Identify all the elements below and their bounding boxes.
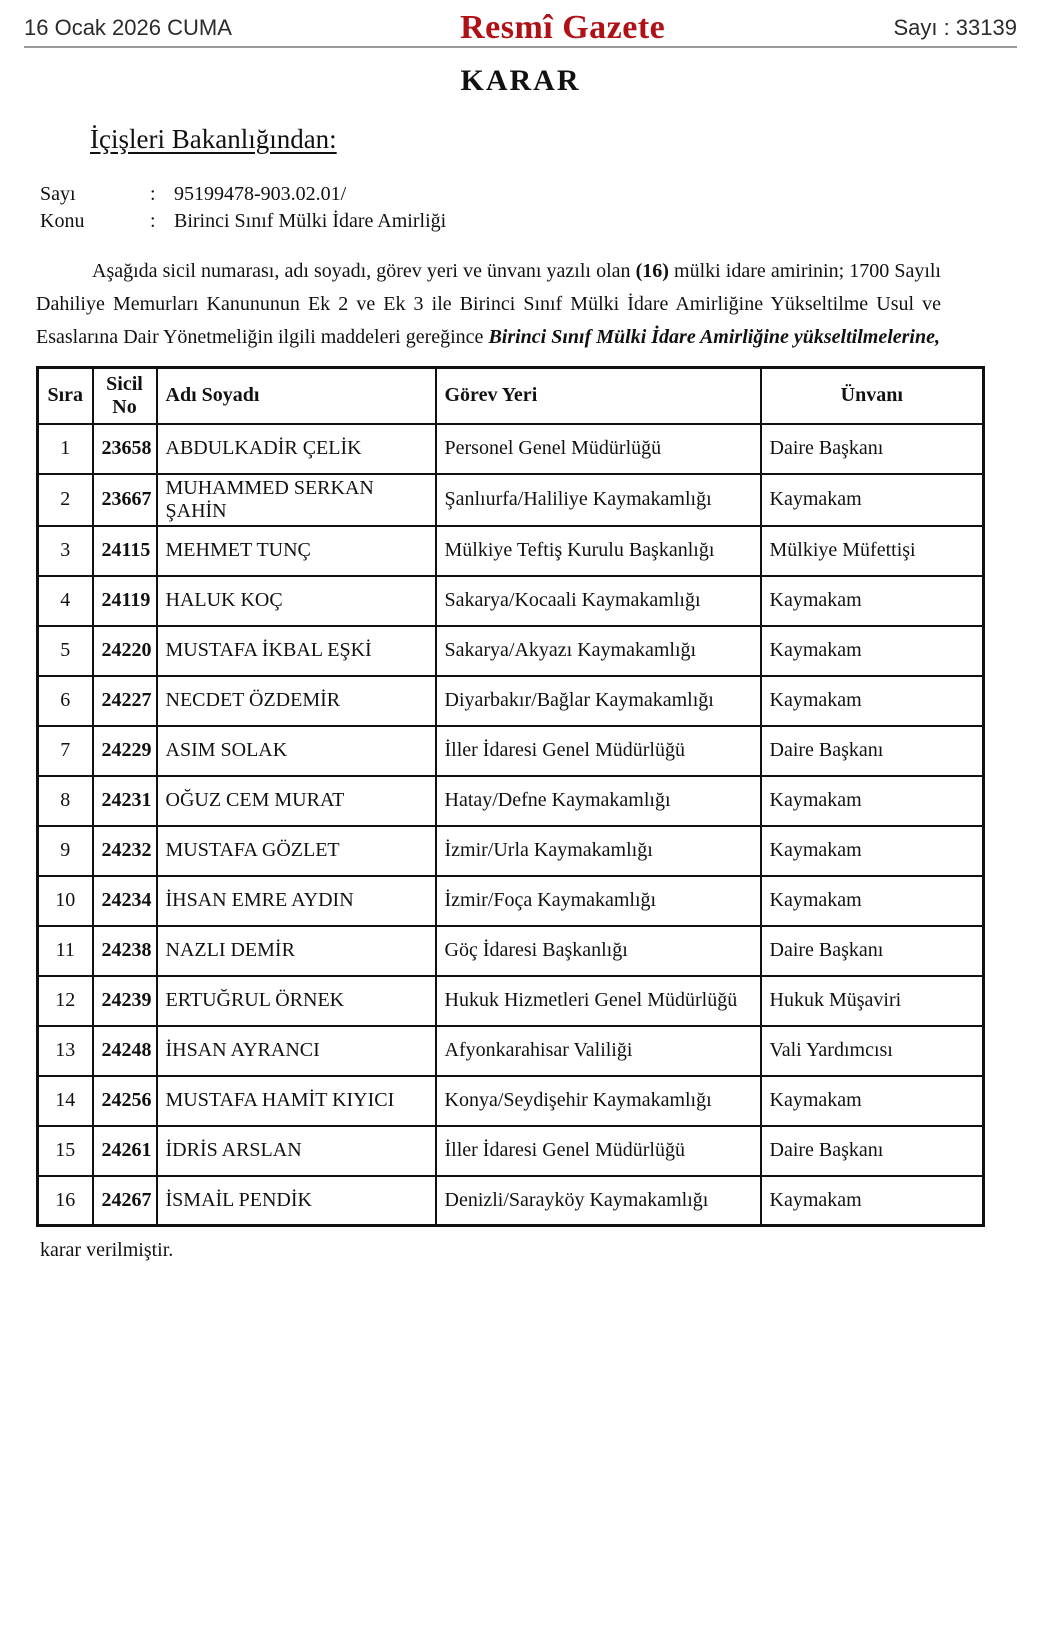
cell-gorev: İzmir/Urla Kaymakamlığı — [436, 826, 761, 876]
paragraph-segment: mülki idare amirinin; 1700 Sayılı Dahiliye Memurları Kanununun Ek 2 ve Ek 3 ile Birinci Sınıf Mülki İdare Amirliğine Yükseltilme Usul ve Esaslarına Dair Yönetmeliğin ilgili maddeleri gereğince — [36, 260, 941, 348]
cell-unvan: Daire Başkanı — [761, 926, 984, 976]
table-row — [38, 676, 984, 726]
paragraph-segment: Birinci Sınıf Mülki İdare Amirliğine yükseltilmelerine, — [488, 326, 940, 348]
cell-gorev: Şanlıurfa/Haliliye Kaymakamlığı — [436, 474, 761, 526]
cell-unvan: Daire Başkanı — [761, 424, 984, 474]
cell-sicil: 24256 — [93, 1076, 157, 1126]
cell-gorev: İller İdaresi Genel Müdürlüğü — [436, 726, 761, 776]
meta-separator: : — [150, 210, 156, 232]
table-row — [38, 1126, 984, 1176]
cell-ad: HALUK KOÇ — [157, 576, 436, 626]
cell-sira: 14 — [38, 1076, 93, 1126]
col-header-ad: Adı Soyadı — [157, 368, 436, 424]
table-row — [38, 1076, 984, 1126]
cell-ad: İSMAİL PENDİK — [157, 1176, 436, 1226]
document-meta — [40, 181, 1041, 235]
cell-gorev: Hukuk Hizmetleri Genel Müdürlüğü — [436, 976, 761, 1026]
meta-row-konu — [40, 208, 1041, 235]
cell-sicil: 24227 — [93, 676, 157, 726]
cell-unvan: Kaymakam — [761, 474, 984, 526]
col-header-unvan: Ünvanı — [761, 368, 984, 424]
closing-text: karar verilmiştir. — [40, 1239, 174, 1261]
cell-ad: MUSTAFA HAMİT KIYICI — [157, 1076, 436, 1126]
table-row — [38, 424, 984, 474]
cell-gorev: Afyonkarahisar Valiliği — [436, 1026, 761, 1076]
cell-sira: 7 — [38, 726, 93, 776]
table-row — [38, 1176, 984, 1226]
decision-paragraph — [36, 255, 941, 354]
cell-gorev: Denizli/Sarayköy Kaymakamlığı — [436, 1176, 761, 1226]
table-row — [38, 726, 984, 776]
gazette-title: Resmî Gazete — [460, 9, 666, 46]
col-header-sira: Sıra — [38, 368, 93, 424]
section-title: KARAR — [460, 64, 581, 97]
cell-gorev: İller İdaresi Genel Müdürlüğü — [436, 1126, 761, 1176]
cell-gorev: Mülkiye Teftiş Kurulu Başkanlığı — [436, 526, 761, 576]
cell-unvan: Mülkiye Müfettişi — [761, 526, 984, 576]
cell-sira: 9 — [38, 826, 93, 876]
cell-ad: NECDET ÖZDEMİR — [157, 676, 436, 726]
cell-ad: İHSAN EMRE AYDIN — [157, 876, 436, 926]
cell-sira: 1 — [38, 424, 93, 474]
meta-value-sayi: 95199478-903.02.01/ — [174, 183, 347, 205]
cell-ad: MEHMET TUNÇ — [157, 526, 436, 576]
table-row — [38, 776, 984, 826]
cell-sira: 11 — [38, 926, 93, 976]
cell-gorev: Sakarya/Akyazı Kaymakamlığı — [436, 626, 761, 676]
cell-unvan: Kaymakam — [761, 676, 984, 726]
masthead-bar — [24, 0, 1017, 48]
cell-sicil: 24261 — [93, 1126, 157, 1176]
cell-unvan: Daire Başkanı — [761, 1126, 984, 1176]
table-row — [38, 626, 984, 676]
cell-ad: ERTUĞRUL ÖRNEK — [157, 976, 436, 1026]
paragraph-segment: (16) — [635, 260, 669, 282]
cell-sicil: 23667 — [93, 474, 157, 526]
cell-sira: 5 — [38, 626, 93, 676]
cell-ad: OĞUZ CEM MURAT — [157, 776, 436, 826]
table-row — [38, 976, 984, 1026]
table-row — [38, 526, 984, 576]
meta-row-sayi — [40, 181, 1041, 208]
cell-sira: 16 — [38, 1176, 93, 1226]
cell-sira: 6 — [38, 676, 93, 726]
table-header-row — [38, 368, 984, 424]
cell-unvan: Hukuk Müşaviri — [761, 976, 984, 1026]
cell-sicil: 24234 — [93, 876, 157, 926]
cell-sicil: 24239 — [93, 976, 157, 1026]
cell-unvan: Kaymakam — [761, 1076, 984, 1126]
cell-gorev: Personel Genel Müdürlüğü — [436, 424, 761, 474]
cell-sira: 2 — [38, 474, 93, 526]
meta-separator: : — [150, 183, 156, 205]
cell-sicil: 24229 — [93, 726, 157, 776]
appointments-table — [36, 366, 985, 1227]
cell-ad: MUSTAFA İKBAL EŞKİ — [157, 626, 436, 676]
cell-sira: 8 — [38, 776, 93, 826]
cell-gorev: Hatay/Defne Kaymakamlığı — [436, 776, 761, 826]
cell-unvan: Vali Yardımcısı — [761, 1026, 984, 1076]
cell-unvan: Kaymakam — [761, 576, 984, 626]
cell-unvan: Kaymakam — [761, 776, 984, 826]
cell-sicil: 24119 — [93, 576, 157, 626]
cell-sicil: 24115 — [93, 526, 157, 576]
cell-sicil: 24220 — [93, 626, 157, 676]
meta-label-sayi: Sayı — [40, 183, 76, 205]
cell-ad: NAZLI DEMİR — [157, 926, 436, 976]
col-header-sicil: Sicil No — [93, 368, 157, 424]
cell-gorev: İzmir/Foça Kaymakamlığı — [436, 876, 761, 926]
cell-sira: 10 — [38, 876, 93, 926]
cell-unvan: Kaymakam — [761, 626, 984, 676]
cell-gorev: Diyarbakır/Bağlar Kaymakamlığı — [436, 676, 761, 726]
cell-sira: 12 — [38, 976, 93, 1026]
cell-sira: 13 — [38, 1026, 93, 1076]
cell-sicil: 23658 — [93, 424, 157, 474]
cell-ad: MUHAMMED SERKAN ŞAHİN — [157, 474, 436, 526]
meta-value-konu: Birinci Sınıf Mülki İdare Amirliği — [174, 210, 447, 232]
table-row — [38, 926, 984, 976]
cell-unvan: Kaymakam — [761, 826, 984, 876]
cell-ad: İHSAN AYRANCI — [157, 1026, 436, 1076]
cell-gorev: Sakarya/Kocaali Kaymakamlığı — [436, 576, 761, 626]
issue-date: 16 Ocak 2026 CUMA — [24, 15, 232, 40]
cell-sira: 15 — [38, 1126, 93, 1176]
table-row — [38, 474, 984, 526]
paragraph-segment: Aşağıda sicil numarası, adı soyadı, görev yeri ve ünvanı yazılı olan — [92, 260, 636, 282]
cell-ad: İDRİS ARSLAN — [157, 1126, 436, 1176]
table-body — [38, 424, 984, 1226]
cell-sicil: 24248 — [93, 1026, 157, 1076]
cell-ad: ASIM SOLAK — [157, 726, 436, 776]
cell-sira: 3 — [38, 526, 93, 576]
cell-gorev: Göç İdaresi Başkanlığı — [436, 926, 761, 976]
table-row — [38, 576, 984, 626]
cell-unvan: Kaymakam — [761, 876, 984, 926]
cell-sira: 4 — [38, 576, 93, 626]
table-row — [38, 1026, 984, 1076]
cell-unvan: Kaymakam — [761, 1176, 984, 1226]
cell-sicil: 24267 — [93, 1176, 157, 1226]
cell-unvan: Daire Başkanı — [761, 726, 984, 776]
issue-number: Sayı : 33139 — [893, 15, 1017, 40]
cell-sicil: 24232 — [93, 826, 157, 876]
meta-label-konu: Konu — [40, 210, 85, 232]
cell-sicil: 24238 — [93, 926, 157, 976]
cell-ad: MUSTAFA GÖZLET — [157, 826, 436, 876]
issuing-authority: İçişleri Bakanlığından: — [90, 124, 337, 154]
cell-gorev: Konya/Seydişehir Kaymakamlığı — [436, 1076, 761, 1126]
col-header-gorev: Görev Yeri — [436, 368, 761, 424]
table-row — [38, 876, 984, 926]
table-row — [38, 826, 984, 876]
cell-ad: ABDULKADİR ÇELİK — [157, 424, 436, 474]
cell-sicil: 24231 — [93, 776, 157, 826]
